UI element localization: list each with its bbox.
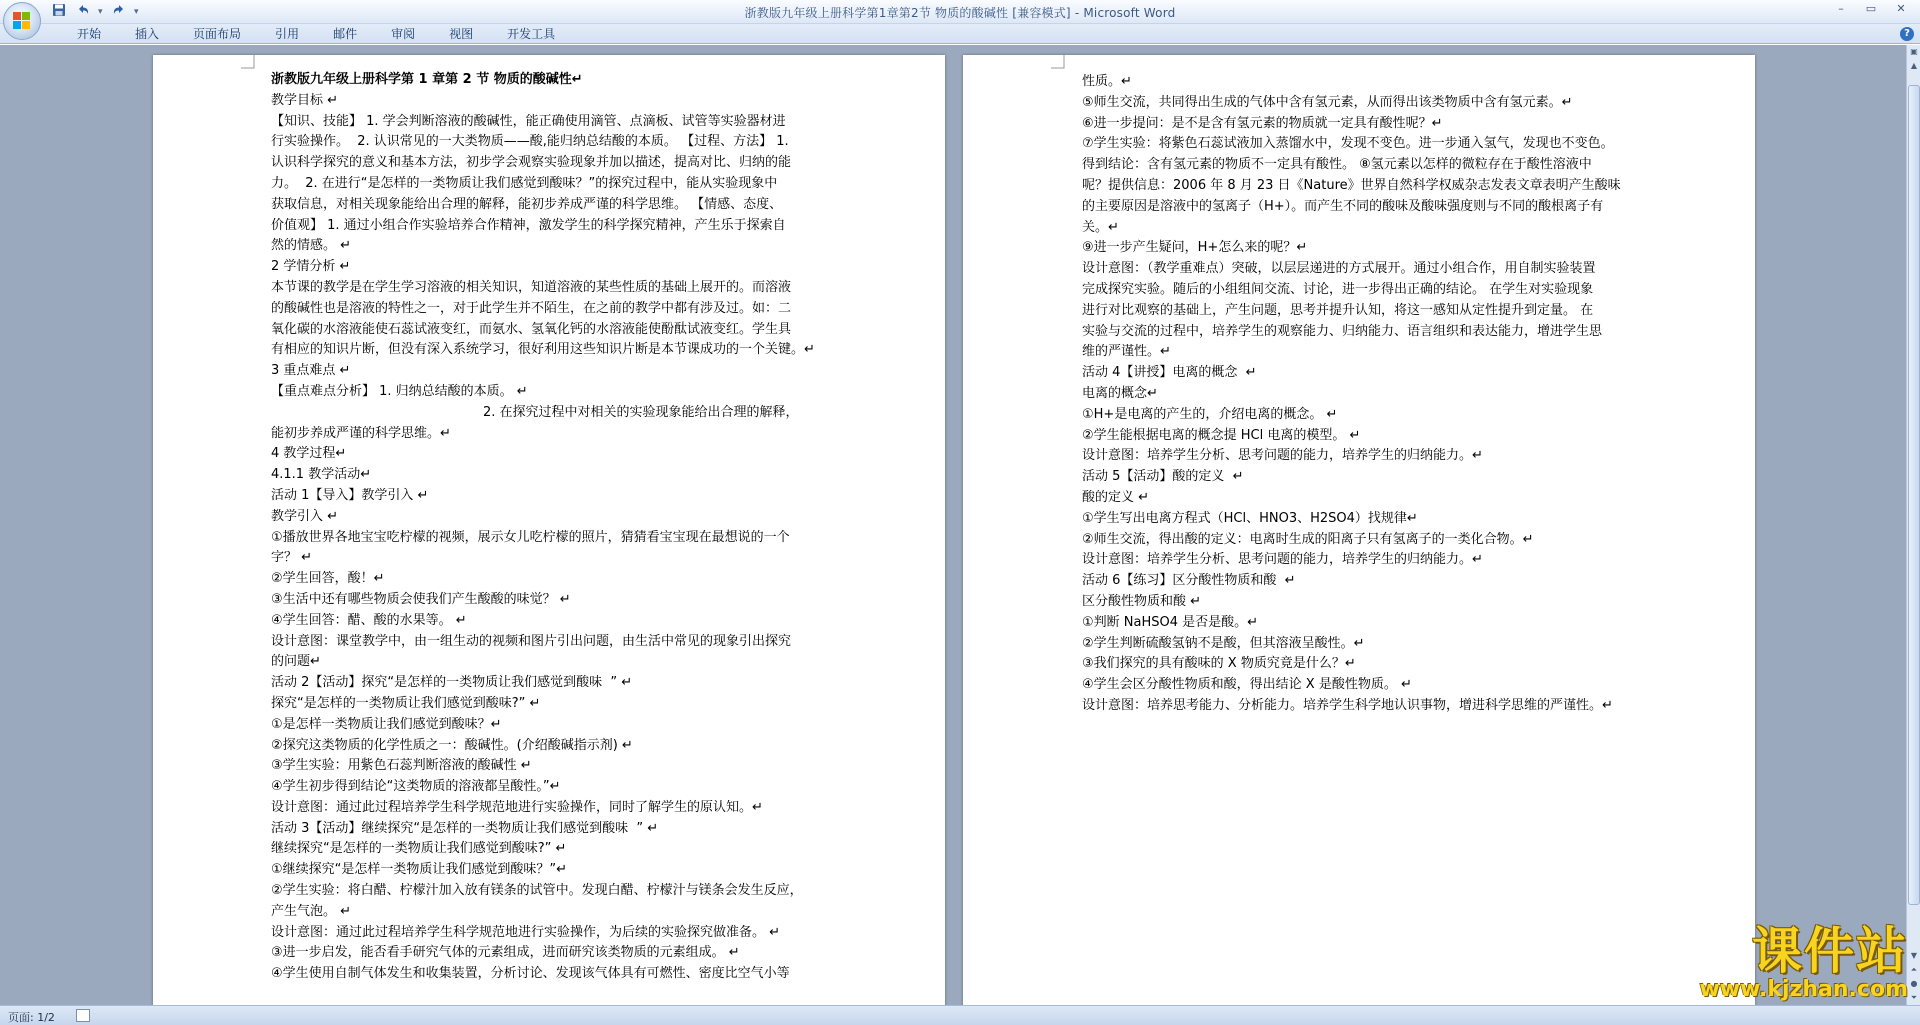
document-line[interactable]: 设计意图：培养学生分析、思考问题的能力，培养学生的归纳能力。↵	[1082, 448, 1483, 464]
maximize-button[interactable]: ▭	[1865, 2, 1877, 15]
previous-page-icon[interactable]: ⏶	[1910, 965, 1918, 974]
document-line[interactable]: 的酸碱性也是溶液的特性之一，对于此学生并不陌生，在之前的教学中都有涉及过。如：二	[271, 300, 792, 316]
document-line[interactable]: 维的严谨性。↵	[1082, 344, 1171, 360]
document-line[interactable]: ②学生回答，酸！↵	[271, 571, 385, 587]
document-line[interactable]: 然的情感。 ↵	[271, 238, 352, 254]
document-line[interactable]: ②学生能根据电离的概念提 HCl 电离的模型。 ↵	[1082, 427, 1361, 443]
tab-page-layout[interactable]: 页面布局	[193, 27, 242, 41]
tab-developer[interactable]: 开发工具	[507, 27, 556, 41]
proofing-icon[interactable]	[76, 1009, 90, 1022]
document-line[interactable]: 教学引入 ↵	[271, 508, 339, 524]
document-line[interactable]: ③学生实验：用紫色石蕊判断溶液的酸碱性 ↵	[271, 758, 532, 774]
document-line[interactable]: 活动 6【练习】区分酸性物质和酸 ↵	[1082, 573, 1296, 589]
document-line[interactable]: 活动 4【讲授】电离的概念 ↵	[1082, 365, 1257, 381]
document-line[interactable]: 活动 2【活动】探究“是怎样的一类物质让我们感觉到酸味 ” ↵	[271, 675, 633, 691]
status-bar	[0, 1005, 1920, 1025]
watermark-logo	[1688, 922, 1908, 1005]
document-line[interactable]: ⑥进一步提问：是不是含有氢元素的物质就一定具有酸性呢？↵	[1082, 115, 1443, 131]
watermark-url: www.kjzhan.com	[1699, 977, 1908, 1002]
document-line[interactable]: 的问题↵	[271, 654, 321, 670]
document-line[interactable]: 产生气泡。 ↵	[271, 903, 352, 919]
tab-insert[interactable]: 插入	[135, 27, 160, 41]
document-line[interactable]: 酸的定义 ↵	[1082, 489, 1150, 505]
document-line[interactable]: 呢？提供信息：2006 年 8 月 23 日《Nature》世界自然科学权威杂志发表文章表明产生酸味	[1082, 177, 1621, 193]
document-line[interactable]: ①H+是电离的产生的，介绍电离的概念。 ↵	[1082, 406, 1338, 422]
document-line[interactable]: 力。 2. 在进行“是怎样的一类物质让我们感觉到酸味？”的探究过程中，能从实验现象中	[271, 175, 778, 191]
document-line[interactable]: ②学生实验：将白醋、柠檬汁加入放有镁条的试管中。发现白醋、柠檬汁与镁条会发生反应，	[271, 883, 803, 899]
document-line[interactable]: ①学生写出电离方程式（HCl、HNO3、H2SO4）找规律↵	[1082, 510, 1418, 526]
document-line[interactable]: 价值观】 1. 通过小组合作实验培养合作精神，激发学生的科学探究精神，产生乐于探索自	[271, 217, 786, 233]
document-line[interactable]: 探究“是怎样的一类物质让我们感觉到酸味?” ↵	[271, 695, 541, 711]
title-bar	[0, 0, 1920, 24]
document-workspace	[0, 45, 1906, 1005]
document-line[interactable]: 实验与交流的过程中，培养学生的观察能力、归纳能力、语言组织和表达能力，增进学生思	[1082, 323, 1603, 339]
office-logo-icon	[13, 12, 31, 30]
tab-review[interactable]: 审阅	[391, 27, 416, 41]
document-line[interactable]: ①判断 NaHSO4 是否是酸。↵	[1082, 614, 1259, 630]
document-line[interactable]: ④学生会区分酸性物质和酸，得出结论 X 是酸性物质。 ↵	[1082, 677, 1412, 693]
page-count[interactable]: 页面: 1/2	[8, 1011, 55, 1024]
tab-references[interactable]: 引用	[275, 27, 300, 41]
document-line[interactable]: 设计意图：通过此过程培养学生科学规范地进行实验操作，同时了解学生的原认知。↵	[271, 799, 763, 815]
document-line[interactable]: 的主要原因是溶液中的氢离子（H+）。而产生不同的酸味及酸味强度则与不同的酸根离子有	[1082, 198, 1604, 214]
document-line[interactable]: ②学生判断硫酸氢钠不是酸，但其溶液呈酸性。↵	[1082, 635, 1365, 651]
minimize-button[interactable]: –	[1838, 2, 1844, 15]
document-line[interactable]: 能初步养成严谨的科学思维。↵	[271, 425, 451, 441]
document-line[interactable]: ①是怎样一类物质让我们感觉到酸味？↵	[271, 716, 502, 732]
document-line[interactable]: ⑤师生交流，共同得出生成的气体中含有氢元素，从而得出该类物质中含有氢元素。↵	[1082, 94, 1573, 110]
document-line[interactable]: 区分酸性物质和酸 ↵	[1082, 593, 1202, 609]
document-line[interactable]: 2 学情分析 ↵	[271, 259, 351, 275]
window-controls	[1826, 0, 1916, 18]
document-line[interactable]: 【知识、技能】 1. 学会判断溶液的酸碱性，能正确使用滴管、点滴板、试管等实验器材进	[271, 113, 786, 129]
document-line[interactable]: 活动 3【活动】继续探究“是怎样的一类物质让我们感觉到酸味 ” ↵	[271, 820, 659, 836]
help-icon[interactable]: ?	[1900, 27, 1914, 41]
customize-toolbar-icon[interactable]: ▾	[134, 7, 139, 17]
vertical-scrollbar[interactable]	[1906, 45, 1920, 1005]
document-line[interactable]: 氧化碳的水溶液能使石蕊试液变红，而氨水、氢氧化钙的水溶液能使酚酞试液变红。学生具	[271, 321, 792, 337]
document-line[interactable]: 4.1.1 教学活动↵	[271, 467, 372, 483]
document-line[interactable]: 进行对比观察的基础上，产生问题，思考并提升认知，将这一感知从定性提升到定量。 在	[1082, 302, 1594, 318]
scroll-down-icon[interactable]: ▼	[1910, 951, 1918, 960]
window-title: 浙教版九年级上册科学第1章第2节 物质的酸碱性 [兼容模式] - Microsoft Word	[744, 6, 1176, 20]
document-line[interactable]: 得到结论：含有氢元素的物质不一定具有酸性。 ⑧氢元素以怎样的微粒存在于酸性溶液中	[1082, 157, 1592, 173]
scroll-up-icon[interactable]: ▲	[1910, 61, 1918, 70]
document-line[interactable]: ⑦学生实验：将紫色石蕊试液加入蒸馏水中，发现不变色。进一步通入氢气，发现也不变色。	[1082, 136, 1614, 152]
document-line[interactable]: 完成探究实验。随后的小组组间交流、讨论，进一步得出正确的结论。 在学生对实验现象	[1082, 281, 1594, 297]
document-line[interactable]: 活动 1【导入】教学引入 ↵	[271, 487, 429, 503]
document-line[interactable]: ②探究这类物质的化学性质之一：酸碱性。(介绍酸碱指示剂) ↵	[271, 737, 633, 753]
document-line[interactable]: ③我们探究的具有酸味的 X 物质究竟是什么？↵	[1082, 656, 1356, 672]
document-line[interactable]: 设计意图：培养思考能力、分析能力。培养学生科学地认识事物，增进科学思维的严谨性。↵	[1082, 697, 1613, 713]
ribbon-tabs	[60, 26, 572, 42]
document-line[interactable]: 浙教版九年级上册科学第 1 章第 2 节 物质的酸碱性↵	[271, 72, 583, 87]
scroll-thumb[interactable]	[1908, 85, 1920, 905]
document-line[interactable]: 设计意图：（教学重难点）突破，以层层递进的方式展开。通过小组合作，用自制实验装置	[1082, 261, 1596, 277]
document-line[interactable]: 设计意图：通过此过程培养学生科学规范地进行实验操作，为后续的实验探究做准备。 ↵	[271, 924, 781, 940]
tab-home[interactable]: 开始	[77, 27, 102, 41]
document-line[interactable]: 活动 5【活动】酸的定义 ↵	[1082, 469, 1244, 485]
undo-dropdown-icon[interactable]: ▾	[98, 7, 103, 17]
document-line[interactable]: ⑨进一步产生疑问，H+怎么来的呢？↵	[1082, 240, 1308, 256]
document-line[interactable]: 本节课的教学是在学生学习溶液的相关知识，知道溶液的某些性质的基础上展开的。而溶液	[271, 279, 792, 295]
document-line[interactable]: 4 教学过程↵	[271, 446, 347, 462]
document-line[interactable]: 3 重点难点 ↵	[271, 363, 351, 379]
document-line[interactable]: ③生活中还有哪些物质会使我们产生酸酸的味觉？ ↵	[271, 591, 571, 607]
tab-mailings[interactable]: 邮件	[333, 27, 358, 41]
document-line[interactable]: 设计意图：培养学生分析、思考问题的能力，培养学生的归纳能力。↵	[1082, 552, 1483, 568]
page-2-text[interactable]	[1082, 72, 1642, 717]
document-line[interactable]: 获取信息，对相关现象能给出合理的解释，能初步养成严谨的科学思维。 【情感、态度、	[271, 196, 783, 212]
document-line[interactable]: 性质。↵	[1082, 74, 1132, 89]
document-line[interactable]: ①继续探究“是怎样一类物质让我们感觉到酸味？”↵	[271, 862, 568, 878]
margin-corner-marker	[239, 53, 255, 69]
document-line[interactable]: 继续探究“是怎样的一类物质让我们感觉到酸味?” ↵	[271, 841, 567, 857]
document-line[interactable]: ④学生回答：醋、酸的水果等。 ↵	[271, 612, 467, 628]
next-page-icon[interactable]: ⏷	[1910, 993, 1918, 1002]
document-line[interactable]: 教学目标 ↵	[271, 92, 339, 108]
document-line[interactable]: 行实验操作。 2. 认识常见的一大类物质——酸,能归纳总结酸的本质。 【过程、方法】 1.	[271, 134, 789, 150]
document-line[interactable]: ②师生交流，得出酸的定义：电离时生成的阳离子只有氢离子的一类化合物。↵	[1082, 531, 1534, 547]
browse-object-icon[interactable]: ●	[1910, 979, 1918, 988]
office-button[interactable]	[3, 2, 41, 40]
margin-corner-marker	[1049, 53, 1065, 69]
document-line[interactable]: 【重点难点分析】 1. 归纳总结酸的本质。 ↵	[271, 383, 528, 399]
document-line[interactable]: ④学生使用自制气体发生和收集装置，分析讨论、发现该气体具有可燃性、密度比空气小等	[271, 966, 790, 982]
document-line[interactable]: ①播放世界各地宝宝吃柠檬的视频，展示女儿吃柠檬的照片，猜猜看宝宝现在最想说的一个	[271, 529, 790, 545]
ribbon-tab-bar	[0, 24, 1920, 44]
ruler-toggle-icon[interactable]: ▣	[1910, 47, 1918, 56]
document-line[interactable]: 2. 在探究过程中对相关的实验现象能给出合理的解释，	[483, 404, 799, 420]
document-line[interactable]: ③进一步启发，能否看手研究气体的元素组成，进而研究该类物质的元素组成。 ↵	[271, 945, 740, 961]
tab-view[interactable]: 视图	[449, 27, 474, 41]
document-line[interactable]: 有相应的知识片断，但没有深入系统学习，很好利用这些知识片断是本节课成功的一个关键。↵	[271, 342, 815, 358]
close-button[interactable]: ✕	[1896, 2, 1906, 15]
document-line[interactable]: ④学生初步得到结论“这类物质的溶液都呈酸性。”↵	[271, 779, 561, 795]
document-line[interactable]: 关。↵	[1082, 219, 1119, 235]
document-page-1[interactable]	[153, 55, 945, 1015]
document-line[interactable]: 认识科学探究的意义和基本方法，初步学会观察实验现象并加以描述，提高对比、归纳的能	[271, 155, 792, 171]
document-page-2[interactable]	[963, 55, 1755, 1015]
page-1-text[interactable]	[271, 70, 829, 985]
document-line[interactable]: 电离的概念↵	[1082, 385, 1158, 401]
watermark-text: 课件站	[1752, 922, 1908, 980]
document-line[interactable]: 设计意图：课堂教学中，由一组生动的视频和图片引出问题，由生活中常见的现象引出探究	[271, 633, 792, 649]
document-line[interactable]: 字？ ↵	[271, 550, 313, 566]
